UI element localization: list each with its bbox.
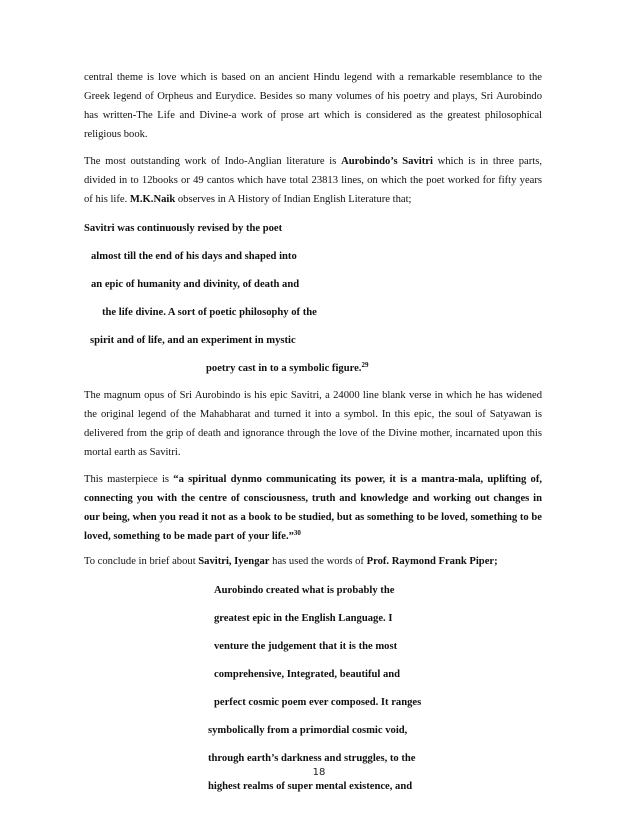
quote-line: through earth’s darkness and struggles, to the	[208, 753, 416, 764]
text-span: This masterpiece is	[84, 474, 174, 485]
quote-line: an epic of humanity and divinity, of death and	[91, 279, 300, 290]
quote-line: venture the judgement that it is the most	[214, 641, 398, 652]
text-span: which is in three parts, divided in to 12books or 49 cantos which have total 23813 lines, on which the poet worked for fifty years of his life.	[84, 156, 542, 205]
bold-term-iyengar: Savitri, Iyengar	[198, 556, 270, 567]
quote-line: greatest epic in the English Language. I	[214, 613, 393, 624]
quote-line-last	[84, 359, 542, 378]
block-quote-piper	[84, 581, 542, 796]
bold-author-naik: M.K.Naik	[129, 194, 176, 205]
bold-author-piper: Prof. Raymond Frank Piper;	[366, 556, 498, 567]
text-span: has used the words of	[269, 556, 367, 567]
quote-line: perfect cosmic poem ever composed. It ranges	[214, 697, 422, 708]
quote-line: highest realms of super mental existence, and	[208, 781, 413, 792]
footnote-marker: 30	[293, 529, 301, 537]
quote-line: Savitri was continuously revised by the poet	[84, 223, 283, 234]
quote-line: Aurobindo created what is probably the	[214, 585, 395, 596]
text-span: To conclude in brief about	[84, 556, 199, 567]
quote-line: spirit and of life, and an experiment in mystic	[90, 335, 296, 346]
quote-line: almost till the end of his days and shaped into	[91, 251, 297, 262]
text-span: observes in A History of Indian English Literature that;	[175, 194, 412, 205]
text-span: The most outstanding work of Indo-Anglian literature is	[84, 156, 342, 167]
page-number: 18	[312, 767, 326, 778]
footnote-marker: 29	[361, 361, 369, 369]
quote-line: the life divine. A sort of poetic philosophy of the	[102, 307, 317, 318]
paragraph-savitri-overview	[84, 152, 542, 209]
quote-line: symbolically from a primordial cosmic void,	[208, 725, 408, 736]
quote-line: comprehensive, Integrated, beautiful and	[214, 669, 401, 680]
block-quote-naik	[84, 219, 542, 378]
bold-term-savitri: Aurobindo’s Savitri	[341, 156, 433, 167]
paragraph-masterpiece	[84, 470, 542, 546]
quote-text: poetry cast in to a symbolic figure.	[206, 363, 362, 374]
paragraph-conclusion	[84, 552, 542, 571]
paragraph-magnum-opus: The magnum opus of Sri Aurobindo is his epic Savitri, a 24000 line blank verse in which he has widened the original legend of the Mahabharat and turned it into a symbol. In this epic, the soul of Satyawan is delivered from the grip of death and ignorance through the love of the Divine mother, incarnated upon this mortal earth as Savitri.	[84, 390, 542, 458]
paragraph-intro: central theme is love which is based on an ancient Hindu legend with a remarkable resemblance to the Greek legend of Orpheus and Eurydice. Besides so many volumes of his poetry and plays, Sri Aurobindo has written-The Life and Divine-a work of prose art which is considered as the greatest philosophical religious book.	[84, 72, 542, 140]
bold-quotation: “a spiritual dynmo communicating its power, it is a mantra-mala, uplifting of, connecting you with the centre of consciousness, truth and knowledge and working out changes in our being, when you read it not as a book to be studied, but as something to be loved, something to be loved, something to be made part of your life.”	[84, 474, 543, 542]
